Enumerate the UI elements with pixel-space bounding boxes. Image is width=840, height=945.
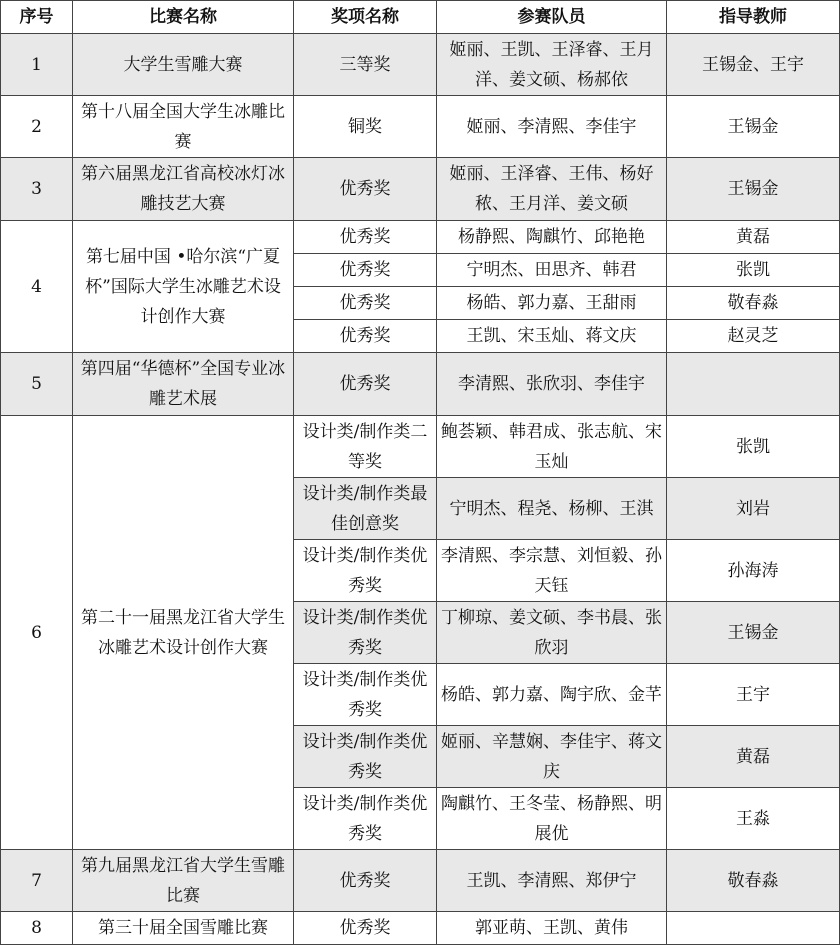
award-name: 三等奖 [294, 34, 437, 96]
advisor: 黄磊 [667, 726, 840, 788]
award-name: 设计类/制作类优秀奖 [294, 788, 437, 850]
competition-name: 大学生雪雕大赛 [73, 34, 294, 96]
award-name: 优秀奖 [294, 320, 437, 353]
advisor: 王宇 [667, 664, 840, 726]
award-name: 优秀奖 [294, 221, 437, 254]
competition-name: 第七届中国 •哈尔滨“广夏杯”国际大学生冰雕艺术设计创作大赛 [73, 221, 294, 353]
team-members: 杨静熙、陶麒竹、邱艳艳 [437, 221, 667, 254]
team-members: 陶麒竹、王冬莹、杨静熙、明展优 [437, 788, 667, 850]
header-award: 奖项名称 [294, 1, 437, 34]
competition-name: 第三十届全国雪雕比赛 [73, 912, 294, 945]
award-name: 优秀奖 [294, 850, 437, 912]
table-row [1, 96, 840, 158]
award-name: 优秀奖 [294, 158, 437, 221]
row-no: 2 [1, 96, 73, 158]
header-competition: 比赛名称 [73, 1, 294, 34]
header-no: 序号 [1, 1, 73, 34]
advisor: 敬春淼 [667, 850, 840, 912]
advisor: 张凯 [667, 254, 840, 287]
competition-name: 第十八届全国大学生冰雕比赛 [73, 96, 294, 158]
table-row [1, 353, 840, 416]
advisor: 孙海涛 [667, 540, 840, 602]
header-teacher: 指导教师 [667, 1, 840, 34]
team-members: 杨皓、郭力嘉、王甜雨 [437, 287, 667, 320]
team-members: 丁柳琼、姜文硕、李书晨、张欣羽 [437, 602, 667, 664]
advisor: 张凯 [667, 416, 840, 478]
advisor: 王锡金 [667, 158, 840, 221]
table-row [1, 34, 840, 96]
team-members: 杨皓、郭力嘉、陶宇欣、金芊 [437, 664, 667, 726]
advisor: 王淼 [667, 788, 840, 850]
row-no: 3 [1, 158, 73, 221]
row-no: 1 [1, 34, 73, 96]
row-no: 5 [1, 353, 73, 416]
award-name: 设计类/制作类最佳创意奖 [294, 478, 437, 540]
table-row [1, 850, 840, 912]
table-row [1, 221, 840, 254]
award-name: 铜奖 [294, 96, 437, 158]
advisor: 黄磊 [667, 221, 840, 254]
advisor: 刘岩 [667, 478, 840, 540]
team-members: 李清熙、李宗慧、刘恒毅、孙天钰 [437, 540, 667, 602]
team-members: 鲍荟颖、韩君成、张志航、宋玉灿 [437, 416, 667, 478]
team-members: 宁明杰、程尧、杨柳、王淇 [437, 478, 667, 540]
award-name: 设计类/制作类二等奖 [294, 416, 437, 478]
team-members: 王凯、宋玉灿、蒋文庆 [437, 320, 667, 353]
team-members: 姬丽、王凯、王泽睿、王月洋、姜文硕、杨郝依 [437, 34, 667, 96]
row-no: 8 [1, 912, 73, 945]
competition-name: 第四届“华德杯”全国专业冰雕艺术展 [73, 353, 294, 416]
award-name: 设计类/制作类优秀奖 [294, 540, 437, 602]
advisor: 敬春淼 [667, 287, 840, 320]
header-row [1, 1, 840, 34]
award-name: 优秀奖 [294, 287, 437, 320]
team-members: 郭亚萌、王凯、黄伟 [437, 912, 667, 945]
advisor: 赵灵芝 [667, 320, 840, 353]
award-name: 设计类/制作类优秀奖 [294, 664, 437, 726]
row-no: 4 [1, 221, 73, 353]
award-name: 优秀奖 [294, 254, 437, 287]
row-no: 6 [1, 416, 73, 850]
advisor [667, 353, 840, 416]
header-members: 参赛队员 [437, 1, 667, 34]
advisor: 王锡金 [667, 96, 840, 158]
award-name: 设计类/制作类优秀奖 [294, 726, 437, 788]
table-row [1, 912, 840, 945]
advisor [667, 912, 840, 945]
award-name: 优秀奖 [294, 353, 437, 416]
table-row [1, 158, 840, 221]
competition-name: 第九届黑龙江省大学生雪雕比赛 [73, 850, 294, 912]
team-members: 王凯、李清熙、郑伊宁 [437, 850, 667, 912]
team-members: 姬丽、李清熙、李佳宇 [437, 96, 667, 158]
team-members: 姬丽、辛慧娴、李佳宇、蒋文庆 [437, 726, 667, 788]
team-members: 宁明杰、田思齐、韩君 [437, 254, 667, 287]
team-members: 姬丽、王泽睿、王伟、杨好秾、王月洋、姜文硕 [437, 158, 667, 221]
competition-name: 第二十一届黑龙江省大学生冰雕艺术设计创作大赛 [73, 416, 294, 850]
advisor: 王锡金 [667, 602, 840, 664]
table-row [1, 416, 840, 478]
team-members: 李清熙、张欣羽、李佳宇 [437, 353, 667, 416]
advisor: 王锡金、王宇 [667, 34, 840, 96]
competition-name: 第六届黑龙江省高校冰灯冰雕技艺大赛 [73, 158, 294, 221]
award-name: 优秀奖 [294, 912, 437, 945]
award-name: 设计类/制作类优秀奖 [294, 602, 437, 664]
row-no: 7 [1, 850, 73, 912]
